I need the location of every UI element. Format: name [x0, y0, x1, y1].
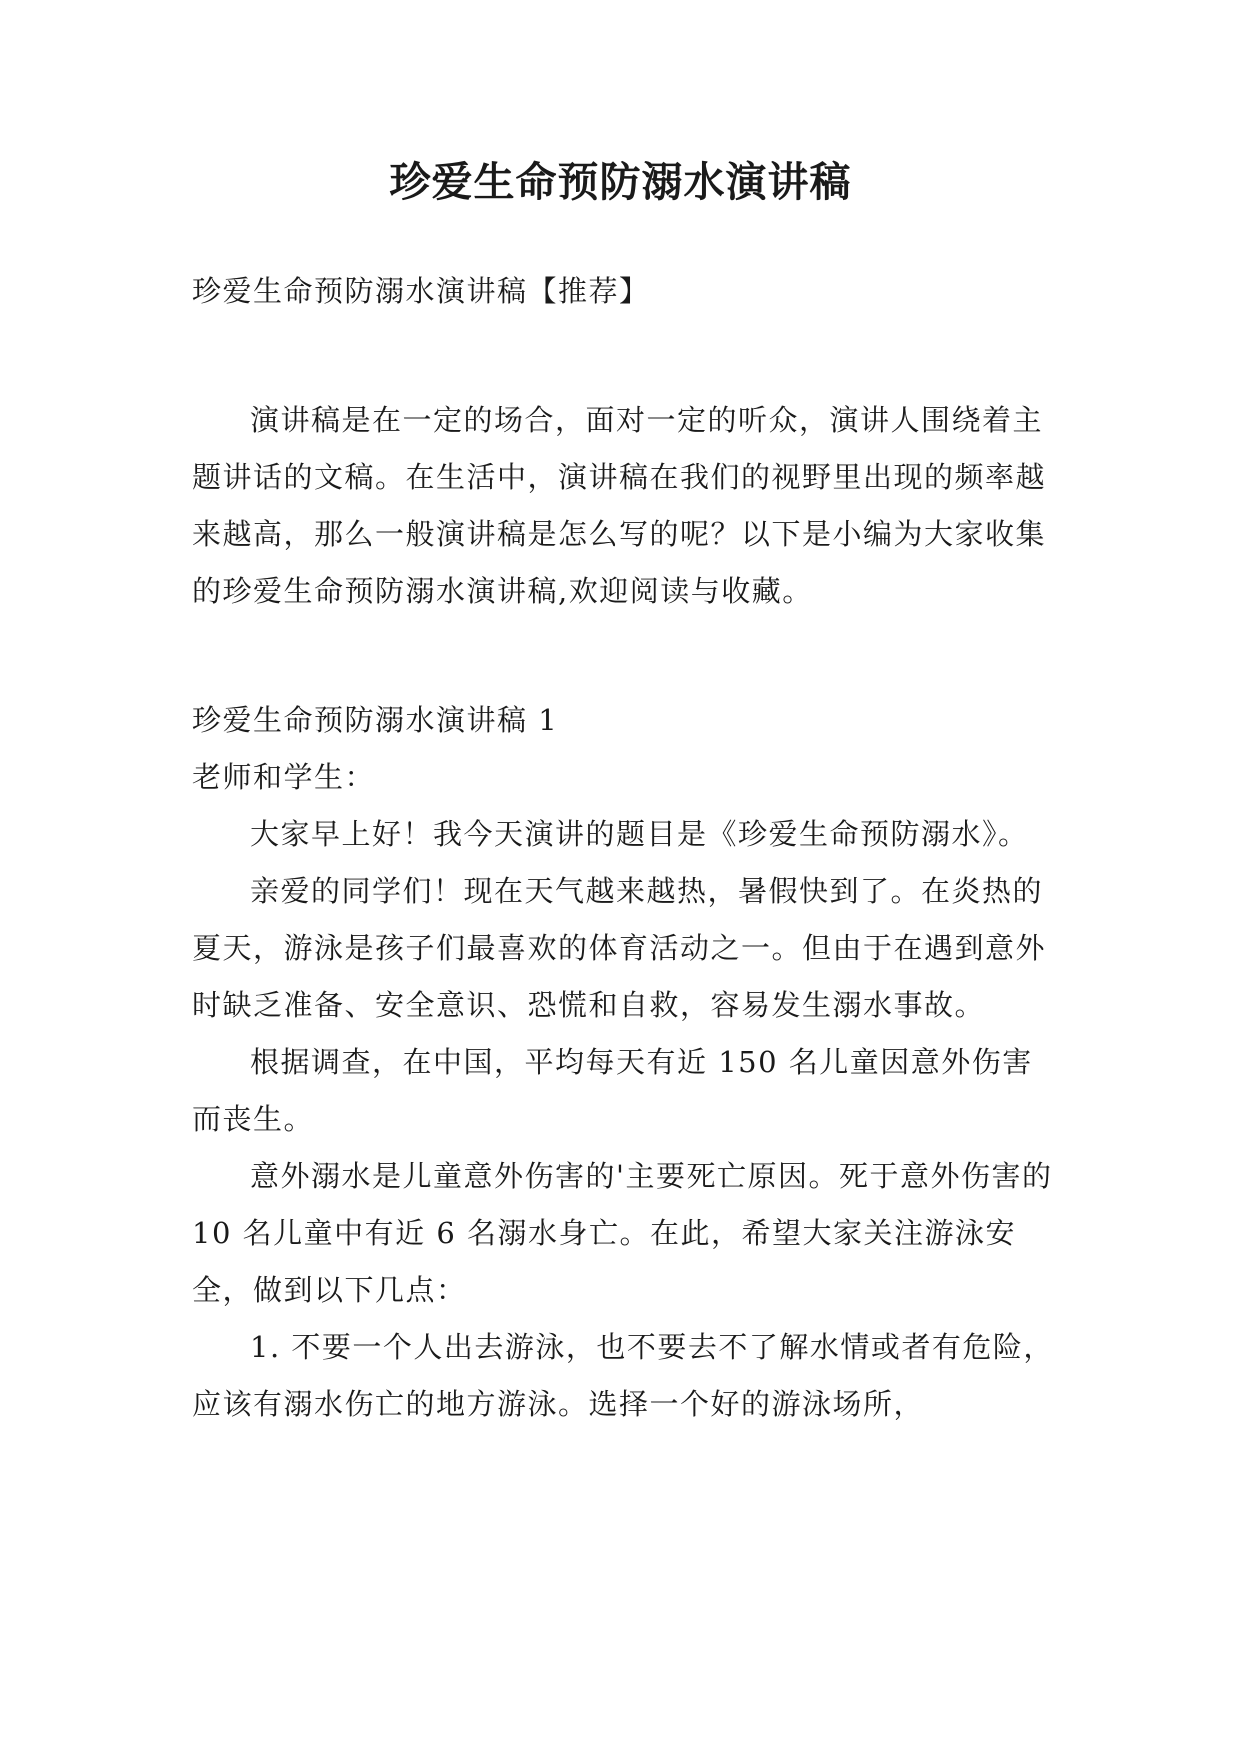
body-paragraph-5: 1. 不要一个人出去游泳，也不要去不了解水情或者有危险，应该有溺水伤亡的地方游泳。选择一个好的游泳场所， — [192, 1330, 1054, 1421]
body-paragraph-3: 根据调查，在中国，平均每天有近 150 名儿童因意外伤害而丧生。 — [192, 1045, 1033, 1136]
body-paragraph-2: 亲爱的同学们！现在天气越来越热，暑假快到了。在炎热的夏天，游泳是孩子们最喜欢的体育活动之一。但由于在遇到意外时缺乏准备、安全意识、恐慌和自救，容易发生溺水事故。 — [192, 874, 1047, 1022]
salutation: 老师和学生： — [192, 760, 376, 794]
body-paragraph-1: 大家早上好！我今天演讲的题目是《珍爱生命预防溺水》。 — [250, 817, 1029, 851]
document-title: 珍爱生命预防溺水演讲稿 — [389, 158, 852, 206]
document-body — [192, 263, 1058, 1433]
body-paragraph-4: 意外溺水是儿童意外伤害的'主要死亡原因。死于意外伤害的 10 名儿童中有近 6 名溺水身亡。在此，希望大家关注游泳安全，做到以下几点： — [192, 1159, 1053, 1307]
document-subtitle: 珍爱生命预防溺水演讲稿【推荐】 — [192, 274, 650, 308]
section-heading: 珍爱生命预防溺水演讲稿 1 — [192, 703, 559, 737]
intro-paragraph: 演讲稿是在一定的场合，面对一定的听众，演讲人围绕着主题讲话的文稿。在生活中，演讲稿在我们的视野里出现的频率越来越高，那么一般演讲稿是怎么写的呢？以下是小编为大家收集的珍爱生命预防溺水演讲稿,欢迎阅读与收藏。 — [192, 403, 1047, 608]
